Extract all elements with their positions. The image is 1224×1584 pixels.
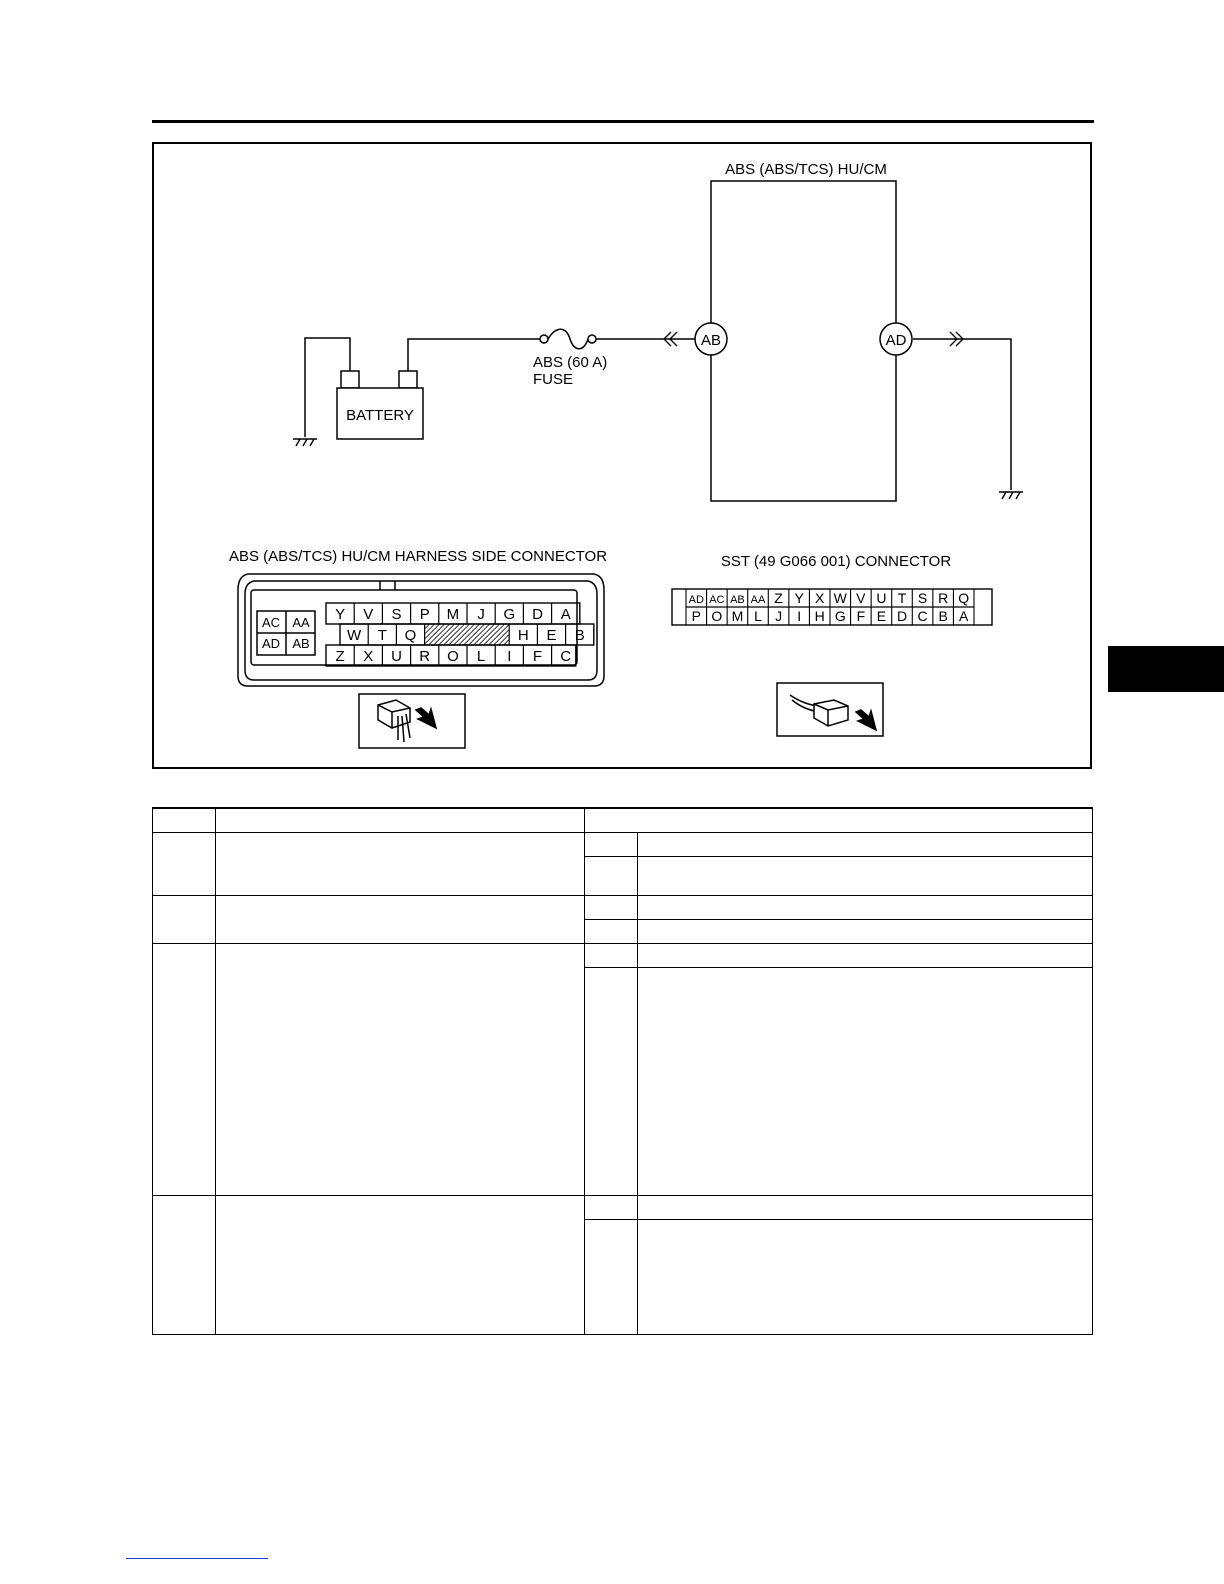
- step-3-yes-action-cell: [638, 943, 1093, 967]
- table-header-row: [153, 808, 1093, 832]
- harness-pin-d: D: [532, 606, 543, 623]
- step-2-no-cell: [585, 919, 638, 943]
- harness-pin-u: U: [391, 648, 402, 665]
- inspection-table: [152, 807, 1093, 1335]
- harness-blank-cavity: [425, 624, 510, 645]
- step-2-yes-action-cell: [638, 895, 1093, 919]
- hucm-box: [711, 181, 896, 501]
- harness-pin-c: C: [560, 648, 572, 665]
- ad-ground-wire: [913, 339, 1011, 490]
- step-4-yes-action-cell: [638, 1195, 1093, 1219]
- table-row: [153, 895, 1093, 919]
- harness-pin-a: A: [560, 606, 571, 623]
- harness-view-arrow-icon: [359, 694, 465, 748]
- harness-pin-m: M: [446, 606, 460, 623]
- sst-pin-t: T: [897, 590, 907, 606]
- harness-pin-v: V: [363, 606, 374, 623]
- sst-pin-ad: AD: [688, 594, 704, 606]
- header-step-cell: [153, 808, 216, 832]
- step-1-yes-action-cell: [638, 832, 1093, 856]
- footer-link-underline: [126, 1558, 268, 1559]
- sst-pin-m: M: [731, 608, 744, 624]
- sst-pin-w: W: [833, 590, 847, 606]
- step-3-yes-cell: [585, 943, 638, 967]
- step-3-number-cell: [153, 943, 216, 1195]
- harness-pin-aa: AA: [292, 615, 310, 630]
- step-1-number-cell: [153, 832, 216, 895]
- terminal-ad-label: AD: [885, 332, 907, 349]
- battery-label: BATTERY: [346, 407, 414, 424]
- sst-pin-v: V: [856, 590, 866, 606]
- harness-pin-x: X: [363, 648, 374, 665]
- sst-pin-f: F: [856, 608, 866, 624]
- harness-pin-ab: AB: [292, 636, 310, 651]
- sst-pin-q: Q: [958, 590, 970, 606]
- sst-connector-title: SST (49 G066 001) CONNECTOR: [720, 553, 952, 570]
- sst-pin-l: L: [754, 608, 762, 624]
- step-2-number-cell: [153, 895, 216, 943]
- harness-pin-t: T: [377, 627, 387, 644]
- sst-pin-g: G: [834, 608, 846, 624]
- sst-pin-z: Z: [774, 590, 783, 606]
- harness-pin-ac: AC: [261, 615, 281, 630]
- harness-pin-ad: AD: [261, 636, 281, 651]
- sst-pin-aa: AA: [750, 594, 766, 606]
- ground-icon: [293, 439, 317, 446]
- harness-pin-e: E: [546, 627, 557, 644]
- battery-icon: [337, 371, 423, 439]
- terminal-ab-label: AB: [700, 332, 722, 349]
- step-1-no-cell: [585, 856, 638, 895]
- harness-pin-i: I: [507, 648, 512, 665]
- sst-pin-e: E: [876, 608, 887, 624]
- step-4-inspection-cell: [216, 1195, 585, 1334]
- fuse-icon: [540, 329, 596, 349]
- wiring-diagram: [0, 0, 1224, 780]
- fuse-label-line2: FUSE: [533, 371, 574, 388]
- harness-pin-b: B: [574, 627, 585, 644]
- step-1-inspection-cell: [216, 832, 585, 895]
- harness-pin-l: L: [476, 648, 486, 665]
- sst-pin-u: U: [876, 590, 887, 606]
- sst-pin-h: H: [814, 608, 825, 624]
- sst-pin-y: Y: [794, 590, 804, 606]
- harness-pin-w: W: [347, 627, 362, 644]
- harness-pin-s: S: [391, 606, 402, 623]
- sst-pin-b: B: [938, 608, 948, 624]
- sst-pin-a: A: [959, 608, 969, 624]
- step-4-number-cell: [153, 1195, 216, 1334]
- sst-pin-o: O: [711, 608, 723, 624]
- sst-pin-ab: AB: [730, 594, 745, 606]
- harness-pin-h: H: [517, 627, 529, 644]
- step-4-no-cell: [585, 1219, 638, 1334]
- step-4-no-action-cell: [638, 1219, 1093, 1334]
- sst-pin-ac: AC: [709, 594, 725, 606]
- sst-pin-d: D: [896, 608, 908, 624]
- sst-pin-r: R: [938, 590, 949, 606]
- sst-pin-p: P: [691, 608, 701, 624]
- sst-view-arrow-icon: [777, 683, 883, 736]
- hucm-label: ABS (ABS/TCS) HU/CM: [725, 161, 887, 178]
- sst-pin-c: C: [917, 608, 928, 624]
- sst-pin-j: J: [775, 608, 783, 624]
- step-2-yes-cell: [585, 895, 638, 919]
- step-3-no-action-cell: [638, 967, 1093, 1195]
- table-row: [153, 832, 1093, 856]
- harness-pin-z: Z: [335, 648, 345, 665]
- fuse-label-line1: ABS (60 A): [533, 354, 608, 371]
- battery-fuse-wire: [408, 339, 540, 371]
- table-row: [153, 943, 1093, 967]
- harness-pin-j: J: [477, 606, 485, 623]
- sst-pin-i: I: [797, 608, 802, 624]
- step-3-inspection-cell: [216, 943, 585, 1195]
- sst-pin-s: S: [917, 590, 928, 606]
- sst-pin-x: X: [815, 590, 825, 606]
- harness-pin-g: G: [503, 606, 516, 623]
- ground-icon: [999, 492, 1023, 499]
- step-1-yes-cell: [585, 832, 638, 856]
- harness-connector-title: ABS (ABS/TCS) HU/CM HARNESS SIDE CONNECTOR: [228, 548, 608, 565]
- harness-pin-o: O: [447, 648, 459, 665]
- step-4-yes-cell: [585, 1195, 638, 1219]
- harness-pin-y: Y: [335, 606, 346, 623]
- table-row: [153, 1195, 1093, 1219]
- harness-pin-q: Q: [404, 627, 417, 644]
- step-1-no-action-cell: [638, 856, 1093, 895]
- step-2-inspection-cell: [216, 895, 585, 943]
- header-inspection-cell: [216, 808, 585, 832]
- step-3-no-cell: [585, 967, 638, 1195]
- harness-pin-p: P: [419, 606, 430, 623]
- step-2-no-action-cell: [638, 919, 1093, 943]
- harness-pin-r: R: [419, 648, 431, 665]
- harness-pin-f: F: [532, 648, 543, 665]
- header-action-cell: [585, 808, 1093, 832]
